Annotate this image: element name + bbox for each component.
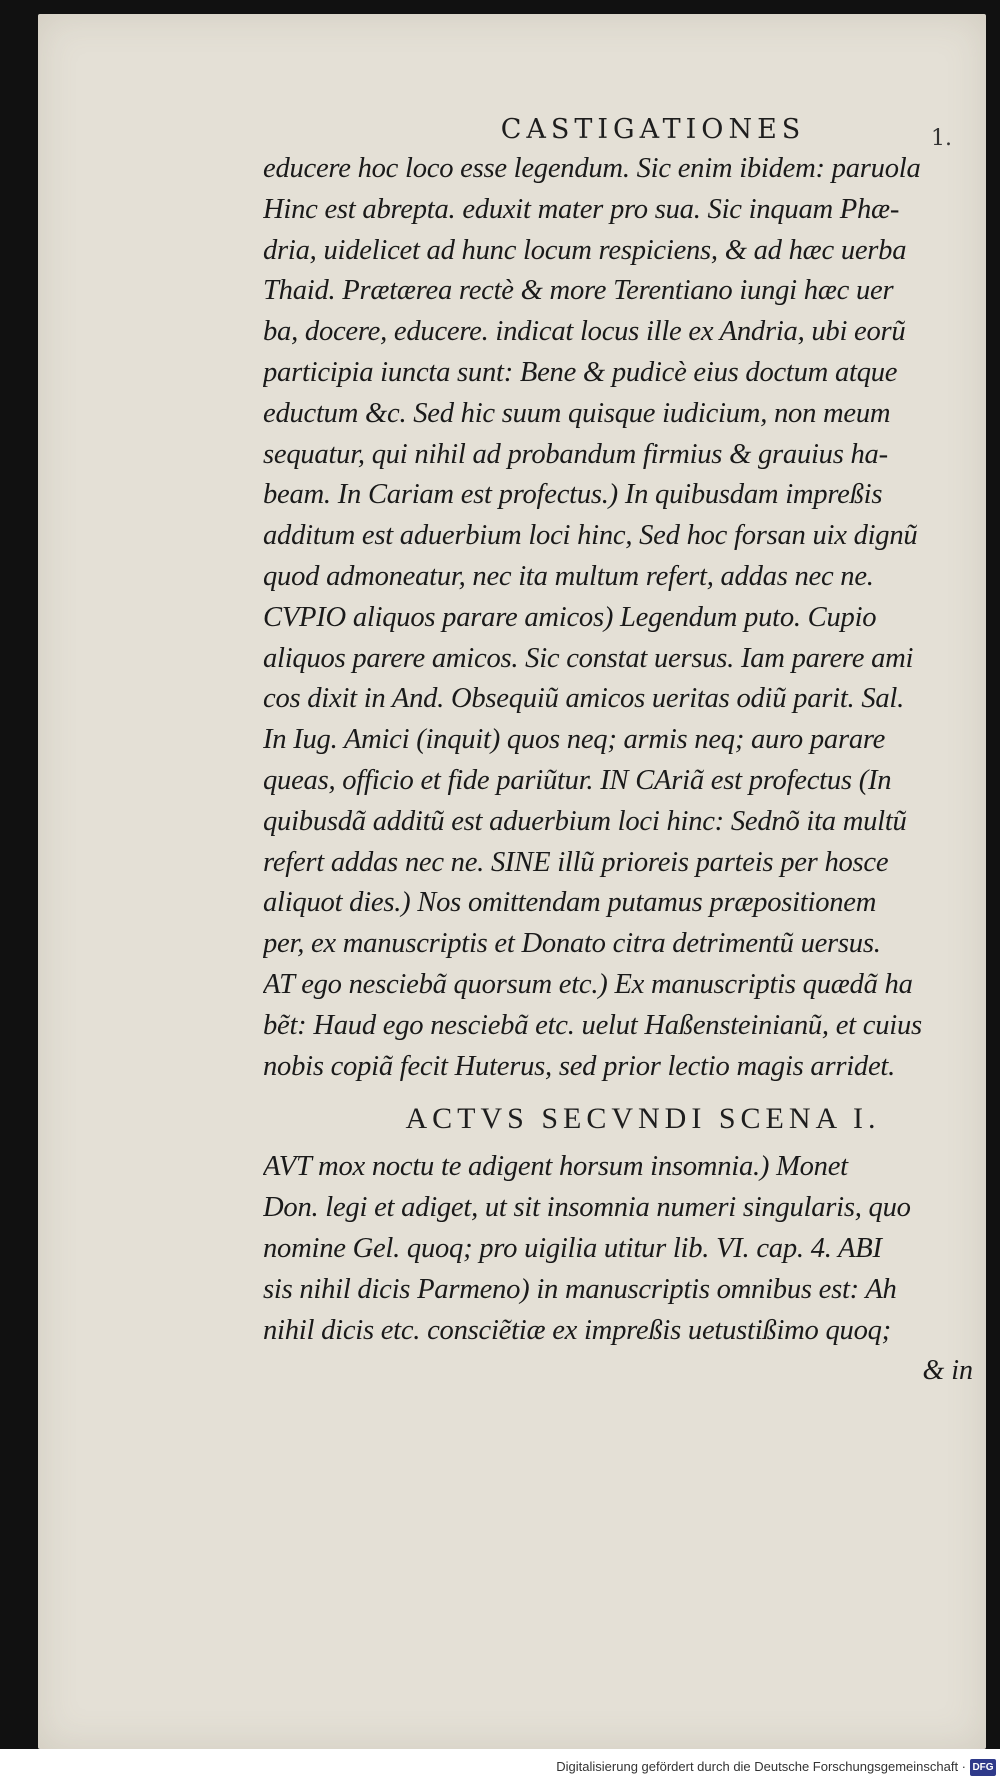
text-line: AVT mox noctu te adigent horsum insomnia.) Monet (263, 1151, 848, 1183)
page-corner-mark: 1. (931, 126, 952, 151)
text-line: CVPIO aliquos parare amicos) Legendum puto. Cupio (263, 601, 877, 633)
book-page (38, 14, 986, 1749)
text-line: sequatur, qui nihil ad probandum firmius & grauius ha- (263, 438, 888, 470)
text-line: nomine Gel. quoq; pro uigilia utitur lib. VI. cap. 4. ABI (263, 1232, 882, 1264)
text-line: Don. legi et adiget, ut sit insomnia numeri singularis, quo (263, 1192, 911, 1224)
text-line: AT ego nesciebã quorsum etc.) Ex manuscriptis quædã ha (263, 968, 913, 1000)
text-line: quibusdã additũ est aduerbium loci hinc: Sednõ ita multũ (263, 805, 907, 837)
text-line: aliquos parere amicos. Sic constat uersus. Iam parere ami (263, 642, 914, 674)
text-line: quod admoneatur, nec ita multum refert, addas nec ne. (263, 560, 874, 592)
text-block (263, 114, 1000, 1391)
text-line: Hinc est abrepta. eduxit mater pro sua. Sic inquam Phæ- (263, 193, 900, 225)
text-line: nobis copiã fecit Huterus, sed prior lectio magis arridet. (263, 1050, 895, 1082)
text-line: per, ex manuscriptis et Donato citra detrimentũ uersus. (263, 928, 881, 960)
text-line: eductum &c. Sed hic suum quisque iudicium, non meum (263, 397, 891, 429)
dfg-logo: DFG (970, 1759, 996, 1776)
text-line: cos dixit in And. Obsequiũ amicos ueritas odiũ parit. Sal. (263, 683, 905, 715)
text-line: Thaid. Prætærea rectè & more Terentiano iungi hæc uer (263, 275, 894, 307)
text-line: dria, uidelicet ad hunc locum respiciens, & ad hæc uerba (263, 234, 907, 266)
text-line: queas, officio et fide pariũtur. IN CAriã est profectus (In (263, 764, 892, 796)
text-line: ba, docere, educere. indicat locus ille ex Andria, ubi eorũ (263, 316, 906, 348)
text-line: participia iuncta sunt: Bene & pudicè eius doctum atque (263, 356, 898, 388)
text-line: beam. In Cariam est profectus.) In quibusdam impreßis (263, 479, 883, 511)
text-line: In Iug. Amici (inquit) quos neq; armis neq; auro parare (263, 724, 886, 756)
text-line: aliquot dies.) Nos omittendam putamus præpositionem (263, 887, 877, 919)
running-head: CASTIGATIONES (500, 114, 806, 145)
text-lines-part1 (263, 149, 1000, 1087)
text-line: nihil dicis etc. consciẽtiæ ex impreßis uetustißimo quoq; (263, 1314, 891, 1346)
text-line: bẽt: Haud ego nesciebã etc. uelut Haßensteinianũ, et cuius (263, 1009, 922, 1041)
footer-bar (0, 1749, 1000, 1783)
text-line: educere hoc loco esse legendum. Sic enim ibidem: paruola (263, 153, 921, 184)
catchword: & in (922, 1355, 973, 1387)
section-heading: ACTVS SECVNDI SCENA I. (405, 1102, 881, 1136)
footer-credit: Digitalisierung gefördert durch die Deutsche Forschungsgemeinschaft · (556, 1759, 966, 1774)
text-line: additum est aduerbium loci hinc, Sed hoc forsan uix dignũ (263, 520, 918, 552)
text-lines-part2 (263, 1147, 1000, 1351)
text-line: sis nihil dicis Parmeno) in manuscriptis omnibus est: Ah (263, 1273, 897, 1305)
text-line: refert addas nec ne. SINE illũ prioreis parteis per hosce (263, 846, 889, 878)
